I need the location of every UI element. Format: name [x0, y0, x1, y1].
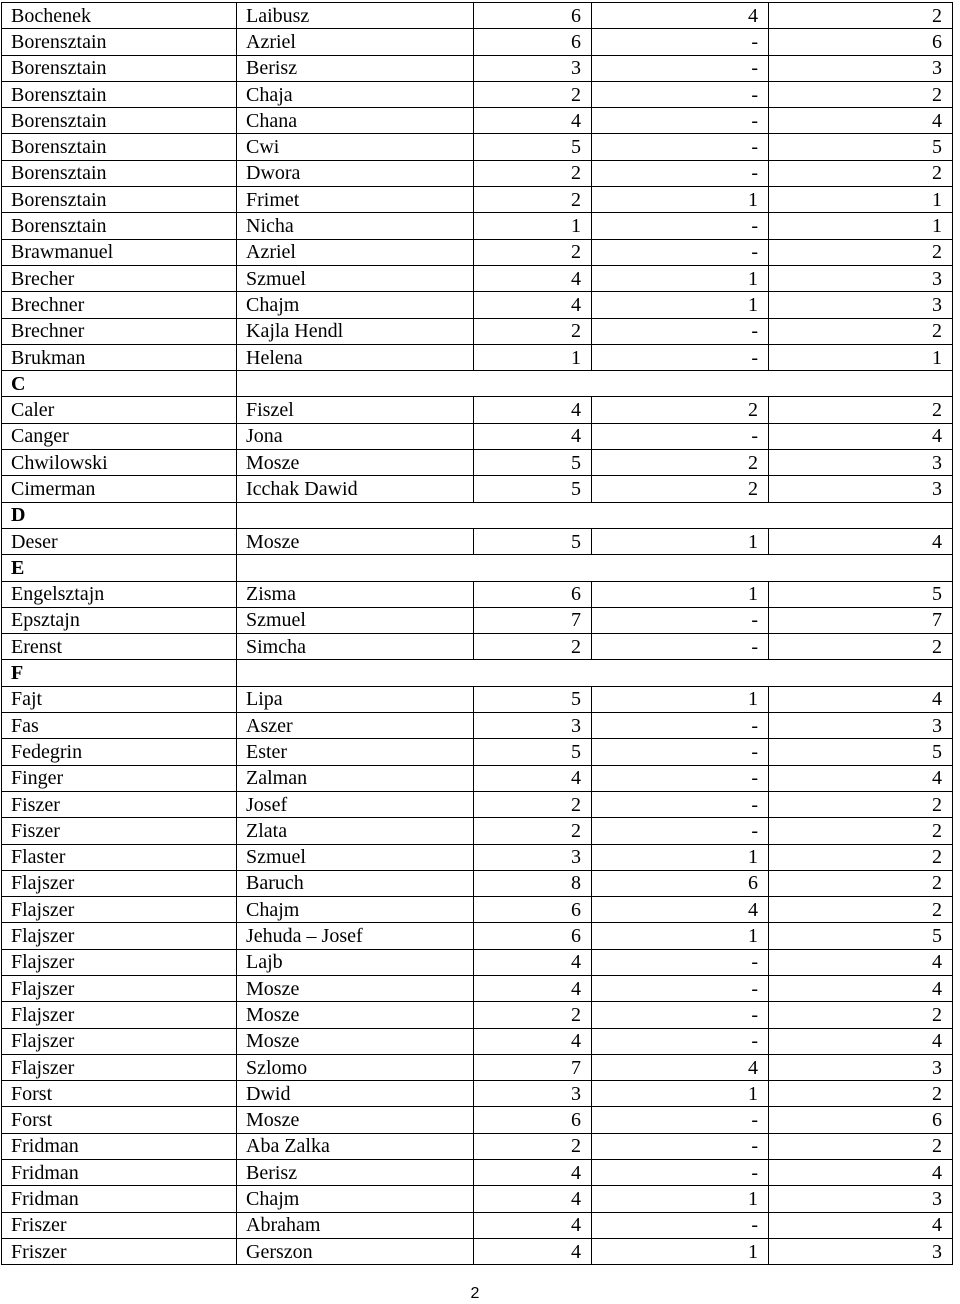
count-cell: 6 — [769, 1107, 953, 1133]
total-cell: 2 — [474, 81, 592, 107]
total-cell: 3 — [474, 1081, 592, 1107]
total-cell: 4 — [474, 397, 592, 423]
total-cell: 4 — [474, 292, 592, 318]
count-cell: 4 — [592, 3, 769, 29]
table-row — [2, 923, 953, 949]
total-cell: 4 — [474, 108, 592, 134]
table-row — [2, 739, 953, 765]
count-cell: 1 — [592, 265, 769, 291]
table-row — [2, 239, 953, 265]
table-row — [2, 29, 953, 55]
table-row — [2, 897, 953, 923]
total-cell: 2 — [474, 187, 592, 213]
table-row — [2, 292, 953, 318]
first-name-cell: Baruch — [237, 870, 474, 896]
total-cell: 4 — [474, 423, 592, 449]
total-cell: 2 — [474, 160, 592, 186]
count-cell: 2 — [769, 397, 953, 423]
surname-cell: Fridman — [2, 1133, 237, 1159]
total-cell: 6 — [474, 581, 592, 607]
table-row — [2, 1028, 953, 1054]
count-cell: 3 — [769, 476, 953, 502]
count-cell: - — [592, 134, 769, 160]
first-name-cell: Cwi — [237, 134, 474, 160]
count-cell: 1 — [592, 844, 769, 870]
surname-cell: Flajszer — [2, 1002, 237, 1028]
surname-cell: Fedegrin — [2, 739, 237, 765]
count-cell: 4 — [769, 108, 953, 134]
surname-cell: Epsztajn — [2, 607, 237, 633]
count-cell: 2 — [769, 239, 953, 265]
first-name-cell: Mosze — [237, 975, 474, 1001]
section-letter-row — [2, 555, 953, 581]
surname-cell: Borensztain — [2, 108, 237, 134]
total-cell: 8 — [474, 870, 592, 896]
first-name-cell: Josef — [237, 791, 474, 817]
section-letter: F — [2, 660, 237, 686]
surname-cell: Brukman — [2, 344, 237, 370]
total-cell: 4 — [474, 1186, 592, 1212]
total-cell: 4 — [474, 1160, 592, 1186]
count-cell: 4 — [592, 1054, 769, 1080]
first-name-cell: Azriel — [237, 29, 474, 55]
surname-cell: Borensztain — [2, 187, 237, 213]
surname-cell: Fridman — [2, 1160, 237, 1186]
count-cell: - — [592, 791, 769, 817]
count-cell: - — [592, 818, 769, 844]
empty-cell — [237, 371, 953, 397]
surname-cell: Borensztain — [2, 160, 237, 186]
surname-cell: Friszer — [2, 1238, 237, 1264]
total-cell: 6 — [474, 923, 592, 949]
surname-cell: Fas — [2, 713, 237, 739]
table-row — [2, 634, 953, 660]
surname-cell: Borensztain — [2, 134, 237, 160]
first-name-cell: Berisz — [237, 1160, 474, 1186]
surname-cell: Finger — [2, 765, 237, 791]
count-cell: 2 — [769, 634, 953, 660]
table-row — [2, 818, 953, 844]
first-name-cell: Ester — [237, 739, 474, 765]
count-cell: 4 — [769, 1028, 953, 1054]
surname-cell: Borensztain — [2, 81, 237, 107]
count-cell: - — [592, 607, 769, 633]
count-cell: 2 — [769, 791, 953, 817]
count-cell: 5 — [769, 739, 953, 765]
total-cell: 4 — [474, 1212, 592, 1238]
count-cell: - — [592, 1002, 769, 1028]
table-row — [2, 1002, 953, 1028]
count-cell: 1 — [769, 344, 953, 370]
first-name-cell: Kajla Hendl — [237, 318, 474, 344]
count-cell: 5 — [769, 923, 953, 949]
empty-cell — [237, 555, 953, 581]
count-cell: - — [592, 108, 769, 134]
first-name-cell: Berisz — [237, 55, 474, 81]
table-row — [2, 1081, 953, 1107]
count-cell: - — [592, 239, 769, 265]
table-row — [2, 265, 953, 291]
count-cell: 2 — [769, 1081, 953, 1107]
total-cell: 7 — [474, 607, 592, 633]
surname-cell: Engelsztajn — [2, 581, 237, 607]
table-row — [2, 1107, 953, 1133]
table-row — [2, 870, 953, 896]
count-cell: 1 — [592, 528, 769, 554]
count-cell: 3 — [769, 450, 953, 476]
total-cell: 6 — [474, 897, 592, 923]
table-row — [2, 713, 953, 739]
surname-cell: Canger — [2, 423, 237, 449]
count-cell: 1 — [769, 187, 953, 213]
total-cell: 3 — [474, 55, 592, 81]
first-name-cell: Mosze — [237, 450, 474, 476]
table-row — [2, 397, 953, 423]
count-cell: 2 — [769, 1002, 953, 1028]
table-row — [2, 1238, 953, 1264]
count-cell: 3 — [769, 292, 953, 318]
first-name-cell: Jona — [237, 423, 474, 449]
count-cell: 1 — [592, 1238, 769, 1264]
total-cell: 7 — [474, 1054, 592, 1080]
surname-cell: Flajszer — [2, 975, 237, 1001]
surname-cell: Brechner — [2, 292, 237, 318]
total-cell: 2 — [474, 1002, 592, 1028]
section-letter-row — [2, 502, 953, 528]
count-cell: - — [592, 949, 769, 975]
table-row — [2, 476, 953, 502]
count-cell: 2 — [769, 81, 953, 107]
surname-cell: Fiszer — [2, 791, 237, 817]
surname-cell: Flajszer — [2, 949, 237, 975]
total-cell: 5 — [474, 686, 592, 712]
count-cell: - — [592, 634, 769, 660]
table-row — [2, 686, 953, 712]
count-cell: - — [592, 1133, 769, 1159]
first-name-cell: Nicha — [237, 213, 474, 239]
surname-cell: Flajszer — [2, 870, 237, 896]
total-cell: 6 — [474, 1107, 592, 1133]
total-cell: 2 — [474, 318, 592, 344]
page-number: 2 — [470, 1285, 480, 1302]
first-name-cell: Mosze — [237, 528, 474, 554]
count-cell: - — [592, 160, 769, 186]
count-cell: - — [592, 423, 769, 449]
count-cell: 4 — [769, 949, 953, 975]
total-cell: 5 — [474, 476, 592, 502]
count-cell: 5 — [769, 581, 953, 607]
total-cell: 4 — [474, 765, 592, 791]
total-cell: 2 — [474, 791, 592, 817]
table-row — [2, 108, 953, 134]
first-name-cell: Szmuel — [237, 607, 474, 633]
count-cell: 3 — [769, 1054, 953, 1080]
count-cell: 1 — [592, 581, 769, 607]
first-name-cell: Mosze — [237, 1107, 474, 1133]
count-cell: 4 — [769, 686, 953, 712]
total-cell: 4 — [474, 265, 592, 291]
first-name-cell: Mosze — [237, 1002, 474, 1028]
first-name-cell: Zlata — [237, 818, 474, 844]
first-name-cell: Aszer — [237, 713, 474, 739]
table-row — [2, 187, 953, 213]
count-cell: 6 — [769, 29, 953, 55]
count-cell: 1 — [592, 292, 769, 318]
first-name-cell: Icchak Dawid — [237, 476, 474, 502]
count-cell: 3 — [769, 1186, 953, 1212]
surname-cell: Fiszer — [2, 818, 237, 844]
count-cell: 1 — [592, 686, 769, 712]
total-cell: 4 — [474, 1028, 592, 1054]
table-row — [2, 1212, 953, 1238]
total-cell: 6 — [474, 3, 592, 29]
section-letter-row — [2, 660, 953, 686]
count-cell: 6 — [592, 870, 769, 896]
first-name-cell: Dwid — [237, 1081, 474, 1107]
surname-cell: Chwilowski — [2, 450, 237, 476]
first-name-cell: Szmuel — [237, 265, 474, 291]
total-cell: 3 — [474, 844, 592, 870]
count-cell: 7 — [769, 607, 953, 633]
table-row — [2, 213, 953, 239]
count-cell: 3 — [769, 1238, 953, 1264]
count-cell: 4 — [769, 1160, 953, 1186]
section-letter: E — [2, 555, 237, 581]
first-name-cell: Abraham — [237, 1212, 474, 1238]
total-cell: 5 — [474, 450, 592, 476]
table-row — [2, 344, 953, 370]
first-name-cell: Frimet — [237, 187, 474, 213]
surname-cell: Fajt — [2, 686, 237, 712]
total-cell: 4 — [474, 975, 592, 1001]
count-cell: - — [592, 344, 769, 370]
count-cell: - — [592, 1028, 769, 1054]
count-cell: 2 — [769, 897, 953, 923]
count-cell: 2 — [592, 476, 769, 502]
total-cell: 1 — [474, 213, 592, 239]
count-cell: - — [592, 1107, 769, 1133]
table-row — [2, 1054, 953, 1080]
table-body — [2, 3, 953, 1265]
count-cell: 3 — [769, 265, 953, 291]
count-cell: - — [592, 29, 769, 55]
surname-cell: Friszer — [2, 1212, 237, 1238]
count-cell: - — [592, 1212, 769, 1238]
table-row — [2, 1186, 953, 1212]
first-name-cell: Szlomo — [237, 1054, 474, 1080]
first-name-cell: Chana — [237, 108, 474, 134]
surname-cell: Flajszer — [2, 1028, 237, 1054]
surname-cell: Flaster — [2, 844, 237, 870]
count-cell: - — [592, 1160, 769, 1186]
surname-cell: Flajszer — [2, 923, 237, 949]
section-letter: C — [2, 371, 237, 397]
count-cell: - — [592, 213, 769, 239]
first-name-cell: Zalman — [237, 765, 474, 791]
first-name-cell: Simcha — [237, 634, 474, 660]
surname-cell: Cimerman — [2, 476, 237, 502]
first-name-cell: Chaja — [237, 81, 474, 107]
total-cell: 2 — [474, 1133, 592, 1159]
first-name-cell: Chajm — [237, 1186, 474, 1212]
total-cell: 6 — [474, 29, 592, 55]
count-cell: 4 — [592, 897, 769, 923]
total-cell: 5 — [474, 528, 592, 554]
count-cell: 1 — [592, 187, 769, 213]
count-cell: 1 — [592, 923, 769, 949]
count-cell: 2 — [769, 1133, 953, 1159]
table-row — [2, 450, 953, 476]
empty-cell — [237, 660, 953, 686]
first-name-cell: Aba Zalka — [237, 1133, 474, 1159]
count-cell: 2 — [769, 3, 953, 29]
count-cell: 3 — [769, 55, 953, 81]
table-row — [2, 160, 953, 186]
table-row — [2, 423, 953, 449]
table-row — [2, 765, 953, 791]
first-name-cell: Chajm — [237, 292, 474, 318]
table-row — [2, 318, 953, 344]
count-cell: 4 — [769, 1212, 953, 1238]
table-row — [2, 55, 953, 81]
first-name-cell: Gerszon — [237, 1238, 474, 1264]
count-cell: - — [592, 713, 769, 739]
first-name-cell: Azriel — [237, 239, 474, 265]
count-cell: - — [592, 318, 769, 344]
total-cell: 5 — [474, 739, 592, 765]
count-cell: 2 — [769, 818, 953, 844]
table-row — [2, 3, 953, 29]
first-name-cell: Mosze — [237, 1028, 474, 1054]
first-name-cell: Dwora — [237, 160, 474, 186]
table-row — [2, 1160, 953, 1186]
total-cell: 4 — [474, 1238, 592, 1264]
count-cell: 4 — [769, 765, 953, 791]
surname-cell: Erenst — [2, 634, 237, 660]
total-cell: 3 — [474, 713, 592, 739]
empty-cell — [237, 502, 953, 528]
first-name-cell: Zisma — [237, 581, 474, 607]
count-cell: 1 — [592, 1081, 769, 1107]
first-name-cell: Jehuda – Josef — [237, 923, 474, 949]
count-cell: 2 — [592, 450, 769, 476]
surname-cell: Forst — [2, 1081, 237, 1107]
count-cell: 1 — [769, 213, 953, 239]
first-name-cell: Chajm — [237, 897, 474, 923]
count-cell: 5 — [769, 134, 953, 160]
surname-cell: Bochenek — [2, 3, 237, 29]
count-cell: 2 — [769, 844, 953, 870]
first-name-cell: Fiszel — [237, 397, 474, 423]
surname-cell: Brawmanuel — [2, 239, 237, 265]
surname-cell: Flajszer — [2, 1054, 237, 1080]
surname-cell: Forst — [2, 1107, 237, 1133]
first-name-cell: Lajb — [237, 949, 474, 975]
first-name-cell: Szmuel — [237, 844, 474, 870]
count-cell: 2 — [769, 870, 953, 896]
table-row — [2, 791, 953, 817]
total-cell: 1 — [474, 344, 592, 370]
first-name-cell: Lipa — [237, 686, 474, 712]
total-cell: 2 — [474, 634, 592, 660]
count-cell: - — [592, 739, 769, 765]
table-row — [2, 844, 953, 870]
count-cell: 2 — [769, 160, 953, 186]
first-name-cell: Laibusz — [237, 3, 474, 29]
table-row — [2, 607, 953, 633]
count-cell: - — [592, 975, 769, 1001]
surname-cell: Caler — [2, 397, 237, 423]
surname-cell: Flajszer — [2, 897, 237, 923]
count-cell: - — [592, 765, 769, 791]
count-cell: 4 — [769, 423, 953, 449]
surname-cell: Borensztain — [2, 213, 237, 239]
surname-cell: Brecher — [2, 265, 237, 291]
table-row — [2, 81, 953, 107]
total-cell: 2 — [474, 239, 592, 265]
count-cell: 1 — [592, 1186, 769, 1212]
table-row — [2, 975, 953, 1001]
section-letter: D — [2, 502, 237, 528]
total-cell: 5 — [474, 134, 592, 160]
surname-cell: Fridman — [2, 1186, 237, 1212]
count-cell: 4 — [769, 975, 953, 1001]
count-cell: - — [592, 81, 769, 107]
names-table — [1, 2, 953, 1265]
surname-cell: Brechner — [2, 318, 237, 344]
total-cell: 4 — [474, 949, 592, 975]
count-cell: 3 — [769, 713, 953, 739]
total-cell: 2 — [474, 818, 592, 844]
count-cell: 2 — [769, 318, 953, 344]
count-cell: 4 — [769, 528, 953, 554]
table-row — [2, 581, 953, 607]
section-letter-row — [2, 371, 953, 397]
table-row — [2, 134, 953, 160]
count-cell: 2 — [592, 397, 769, 423]
table-row — [2, 949, 953, 975]
surname-cell: Deser — [2, 528, 237, 554]
surname-cell: Borensztain — [2, 55, 237, 81]
table-row — [2, 1133, 953, 1159]
first-name-cell: Helena — [237, 344, 474, 370]
surname-cell: Borensztain — [2, 29, 237, 55]
table-row — [2, 528, 953, 554]
count-cell: - — [592, 55, 769, 81]
